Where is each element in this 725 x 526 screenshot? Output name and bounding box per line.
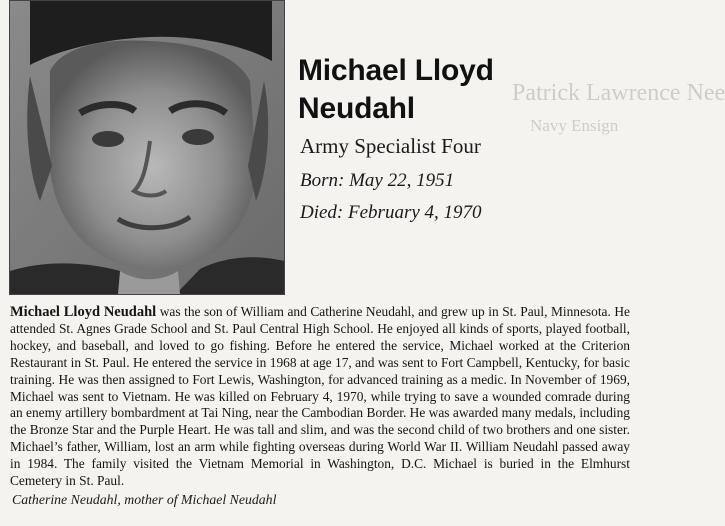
died-value: February 4, 1970 xyxy=(348,202,482,223)
bleed-through-heading: Patrick Lawrence Nee xyxy=(512,80,725,106)
died-label: Died: xyxy=(300,202,344,223)
portrait-image xyxy=(10,1,284,294)
biography-paragraph xyxy=(10,304,630,490)
born-value: May 22, 1951 xyxy=(349,170,455,191)
author-signature: Catherine Neudahl, mother of Michael Neudahl xyxy=(12,492,277,507)
bleed-through-subheading: Navy Ensign xyxy=(530,116,619,135)
soldier-name xyxy=(298,52,494,128)
portrait-photo xyxy=(9,0,285,295)
military-rank: Army Specialist Four xyxy=(300,134,481,158)
death-date xyxy=(300,202,482,224)
name-line-1: Michael Lloyd xyxy=(298,54,494,87)
biography-lead-name: Michael Lloyd Neudahl xyxy=(10,304,157,320)
name-line-2: Neudahl xyxy=(298,92,415,125)
biography-text: was the son of William and Catherine Neudahl, and grew up in St. Paul, Minnesota. He attended St. Agnes Grade School and St. Paul Central High School. He enjoyed all kinds of sports, played football, hockey, and baseball, and loved to go fishing. Before he entered the service, Michael worked at the Criterion Restaurant in St. Paul. He entered the service in 1968 at age 17, and was sent to Fort Campbell, Kentucky, for basic training. He was then assigned to Fort Lewis, Washington, for advanced training as a medic. In November of 1969, Michael was sent to Vietnam. He was killed on February 4, 1970, while trying to save a wounded comrade during an enemy artillery bombardment at Tai Ning, near the Cambodian Border. He was awarded many medals, including the Bronze Star and the Purple Heart. He was tall and slim, and was the second child of two brothers and one sister. Michael’s father, William, lost an arm while fighting overseas during World War II. William Neudahl passed away in 1984. The family visited the Vietnam Memorial in Washington, D.C. Michael is buried in the Elmhurst Cemetery in St. Paul. xyxy=(10,304,630,489)
birth-date xyxy=(300,170,454,192)
born-label: Born: xyxy=(300,170,345,191)
